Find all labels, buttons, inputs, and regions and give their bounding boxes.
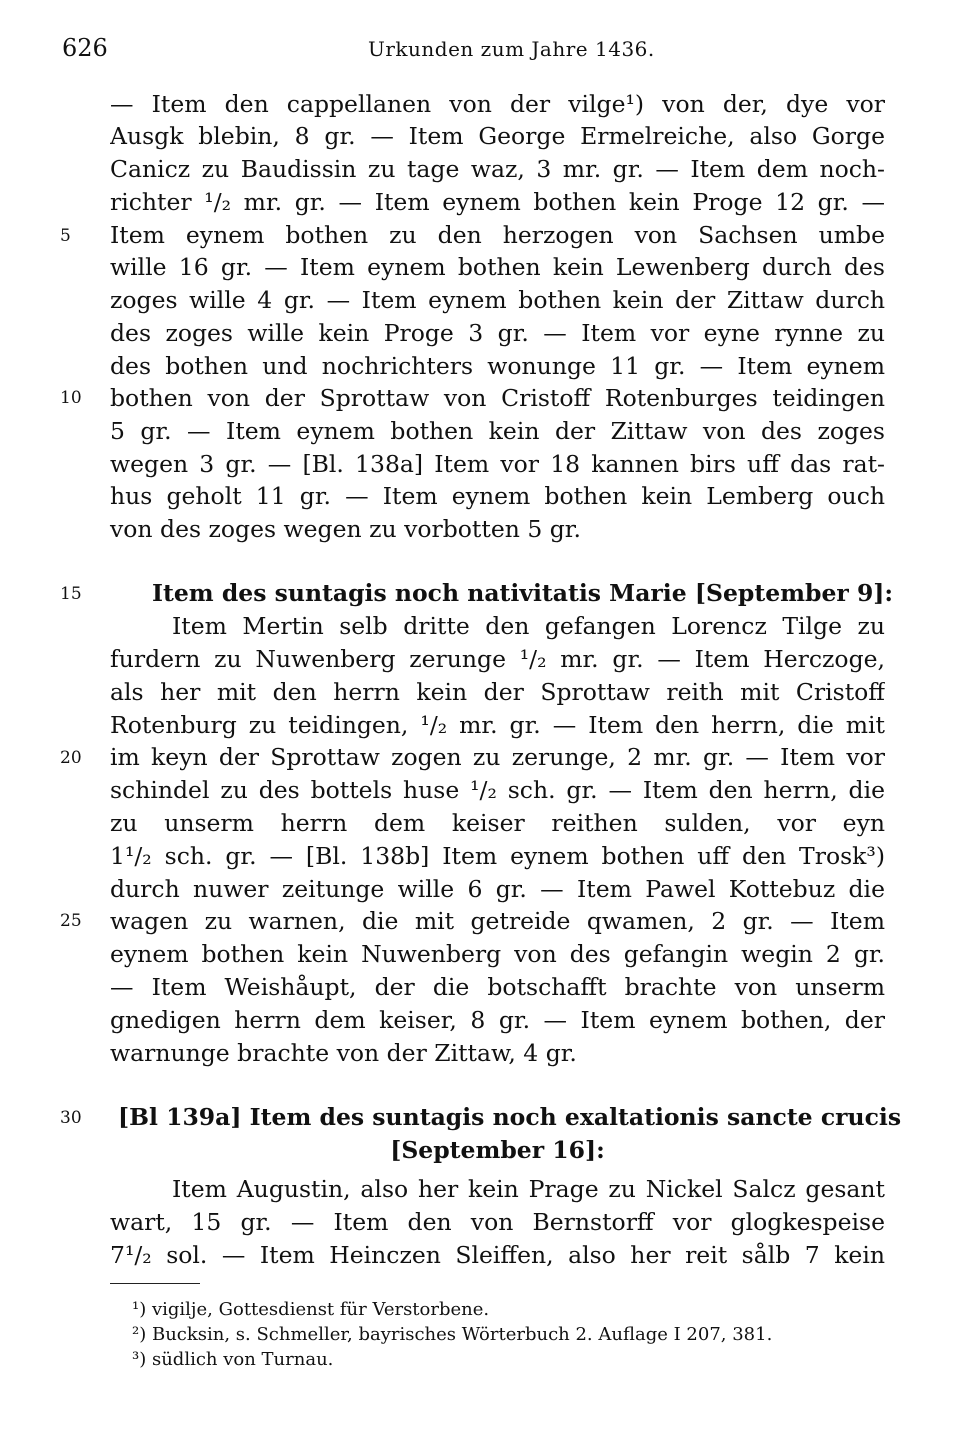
text-line: Rotenburg zu teidingen, ¹/₂ mr. gr. — Item den herrn, die mit: [110, 711, 885, 739]
text-line: des zoges wille kein Proge 3 gr. — Item vor eyne rynne zu: [110, 319, 885, 347]
text-line: Item Augustin, also her kein Prage zu Nickel Salcz gesant: [172, 1175, 885, 1203]
text-line: — Item Weishåupt, der die botschafft brachte von unserm: [110, 973, 885, 1001]
margin-line-number: 25: [60, 911, 82, 931]
text-line: — Item den cappellanen von der vilge¹) von der, dye vor: [110, 90, 885, 118]
running-title: Urkunden zum Jahre 1436.: [368, 37, 655, 61]
margin-line-number: 30: [60, 1108, 82, 1128]
text-line: wille 16 gr. — Item eynem bothen kein Lewenberg durch des: [110, 253, 885, 281]
text-line: 7¹/₂ sol. — Item Heinczen Sleiffen, also her reit sålb 7 kein: [110, 1241, 885, 1269]
margin-line-number: 20: [60, 748, 82, 768]
text-line: richter ¹/₂ mr. gr. — Item eynem bothen kein Proge 12 gr. —: [110, 188, 885, 216]
text-line: wegen 3 gr. — [Bl. 138a] Item vor 18 kannen birs uff das rat-: [110, 450, 885, 478]
text-line: im keyn der Sprottaw zogen zu zerunge, 2 mr. gr. — Item vor: [110, 743, 885, 771]
margin-line-number: 10: [60, 388, 82, 408]
text-line: gnedigen herrn dem keiser, 8 gr. — Item eynem bothen, der: [110, 1006, 885, 1034]
text-line: wagen zu warnen, die mit getreide qwamen, 2 gr. — Item: [110, 907, 885, 935]
text-line: schindel zu des bottels huse ¹/₂ sch. gr. — Item den herrn, die: [110, 776, 885, 804]
footnote-3: ³) südlich von Turnau.: [132, 1349, 334, 1370]
footnote-2: ²) Bucksin, s. Schmeller, bayrisches Wörterbuch 2. Auflage I 207, 381.: [132, 1324, 773, 1345]
footnote-1: ¹) vigilje, Gottesdienst für Verstorbene.: [132, 1299, 490, 1320]
text-line: warnunge brachte von der Zittaw, 4 gr.: [110, 1039, 577, 1067]
margin-line-number: 5: [60, 226, 71, 246]
section-heading-line: Item des suntagis noch nativitatis Marie [September 9]:: [152, 579, 894, 607]
text-line: 5 gr. — Item eynem bothen kein der Zittaw von des zoges: [110, 417, 885, 445]
text-line: Canicz zu Baudissin zu tage waz, 3 mr. gr. — Item dem noch-: [110, 155, 885, 183]
section-heading-line: [Bl 139a] Item des suntagis noch exaltationis sancte crucis: [118, 1103, 902, 1131]
footnote-rule: [110, 1283, 200, 1284]
text-line: bothen von der Sprottaw von Cristoff Rotenburges teidingen: [110, 384, 885, 412]
margin-line-number: 15: [60, 584, 82, 604]
text-line: von des zoges wegen zu vorbotten 5 gr.: [110, 515, 581, 543]
text-line: Ausgk blebin, 8 gr. — Item George Ermelreiche, also Gorge: [110, 122, 885, 150]
text-line: 1¹/₂ sch. gr. — [Bl. 138b] Item eynem bothen uff den Trosk³): [110, 842, 885, 870]
text-line: furdern zu Nuwenberg zerunge ¹/₂ mr. gr. — Item Herczoge,: [110, 645, 885, 673]
text-line: wart, 15 gr. — Item den von Bernstorff vor glogkespeise: [110, 1208, 885, 1236]
text-line: Item Mertin selb dritte den gefangen Lorencz Tilge zu: [172, 612, 885, 640]
text-line: zoges wille 4 gr. — Item eynem bothen kein der Zittaw durch: [110, 286, 885, 314]
section-heading-line: [September 16]:: [390, 1136, 605, 1164]
text-line: Item eynem bothen zu den herzogen von Sachsen umbe: [110, 221, 885, 249]
text-line: zu unserm herrn dem keiser reithen sulden, vor eyn: [110, 809, 885, 837]
text-line: des bothen und nochrichters wonunge 11 gr. — Item eynem: [110, 352, 885, 380]
text-line: hus geholt 11 gr. — Item eynem bothen kein Lemberg ouch: [110, 482, 885, 510]
text-line: als her mit den herrn kein der Sprottaw reith mit Cristoff: [110, 678, 885, 706]
page-number: 626: [62, 34, 108, 62]
text-line: eynem bothen kein Nuwenberg von des gefangin wegin 2 gr.: [110, 940, 885, 968]
text-line: durch nuwer zeitunge wille 6 gr. — Item Pawel Kottebuz die: [110, 875, 885, 903]
